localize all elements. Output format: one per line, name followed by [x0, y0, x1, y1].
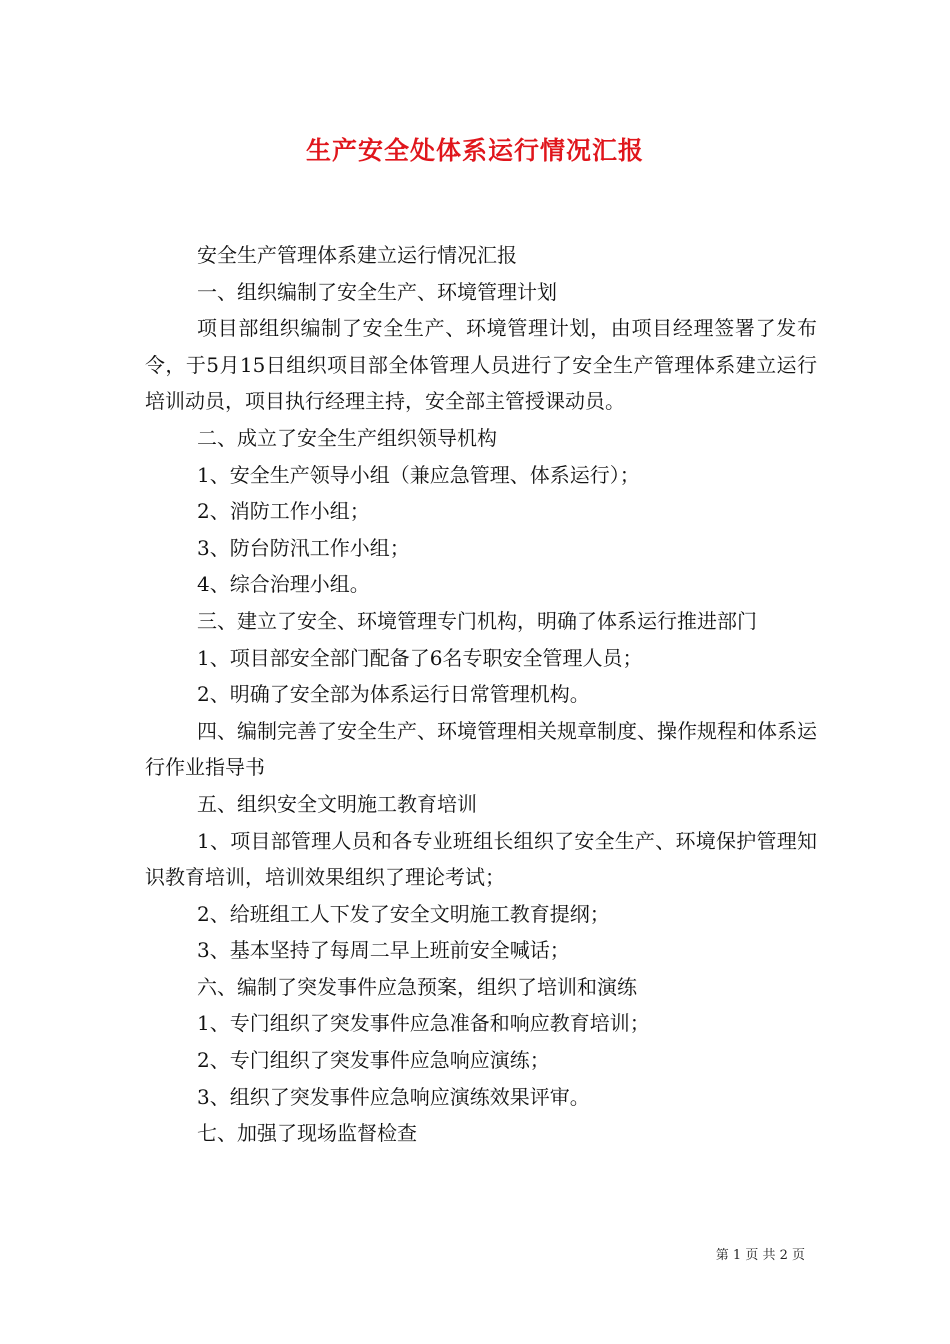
list-item: 1、专门组织了突发事件应急准备和响应教育培训；	[197, 1011, 650, 1036]
document-body	[145, 237, 817, 1152]
list-item: 3、基本坚持了每周二早上班前安全喊话；	[197, 938, 570, 963]
list-item: 3、防台防汛工作小组；	[197, 535, 410, 560]
list-item: 1、项目部管理人员和各专业班组长组织了安全生产、环境保护管理知识教育培训，培训效果组织了理论考试；	[145, 828, 817, 890]
list-item: 2、明确了安全部为体系运行日常管理机构。	[197, 682, 590, 707]
list-item: 3、组织了突发事件应急响应演练效果评审。	[197, 1084, 590, 1109]
paragraph: 项目部组织编制了安全生产、环境管理计划，由项目经理签署了发布令，于5月15日组织项目部全体管理人员进行了安全生产管理体系建立运行培训动员，项目执行经理主持，安全部主管授课动员。	[145, 316, 817, 414]
section-heading: 五、组织安全文明施工教育培训	[197, 791, 477, 816]
document-title: 生产安全处体系运行情况汇报	[305, 136, 644, 165]
section-heading: 二、成立了安全生产组织领导机构	[197, 425, 497, 450]
list-item: 2、消防工作小组；	[197, 499, 370, 524]
list-item: 2、给班组工人下发了安全文明施工教育提纲；	[197, 901, 610, 926]
paragraph: 安全生产管理体系建立运行情况汇报	[197, 243, 517, 267]
list-item: 1、安全生产领导小组（兼应急管理、体系运行）；	[197, 462, 640, 487]
section-heading: 六、编制了突发事件应急预案，组织了培训和演练	[197, 974, 637, 999]
section-heading: 四、编制完善了安全生产、环境管理相关规章制度、操作规程和体系运行作业指导书	[145, 718, 817, 780]
list-item: 1、项目部安全部门配备了6名专职安全管理人员；	[197, 645, 643, 670]
section-heading: 三、建立了安全、环境管理专门机构，明确了体系运行推进部门	[197, 608, 757, 633]
page-number: 第 1 页 共 2 页	[715, 1248, 805, 1263]
list-item: 2、专门组织了突发事件应急响应演练；	[197, 1048, 550, 1073]
section-heading: 一、组织编制了安全生产、环境管理计划	[197, 279, 557, 304]
section-heading: 七、加强了现场监督检查	[197, 1121, 417, 1146]
list-item: 4、综合治理小组。	[197, 572, 370, 597]
